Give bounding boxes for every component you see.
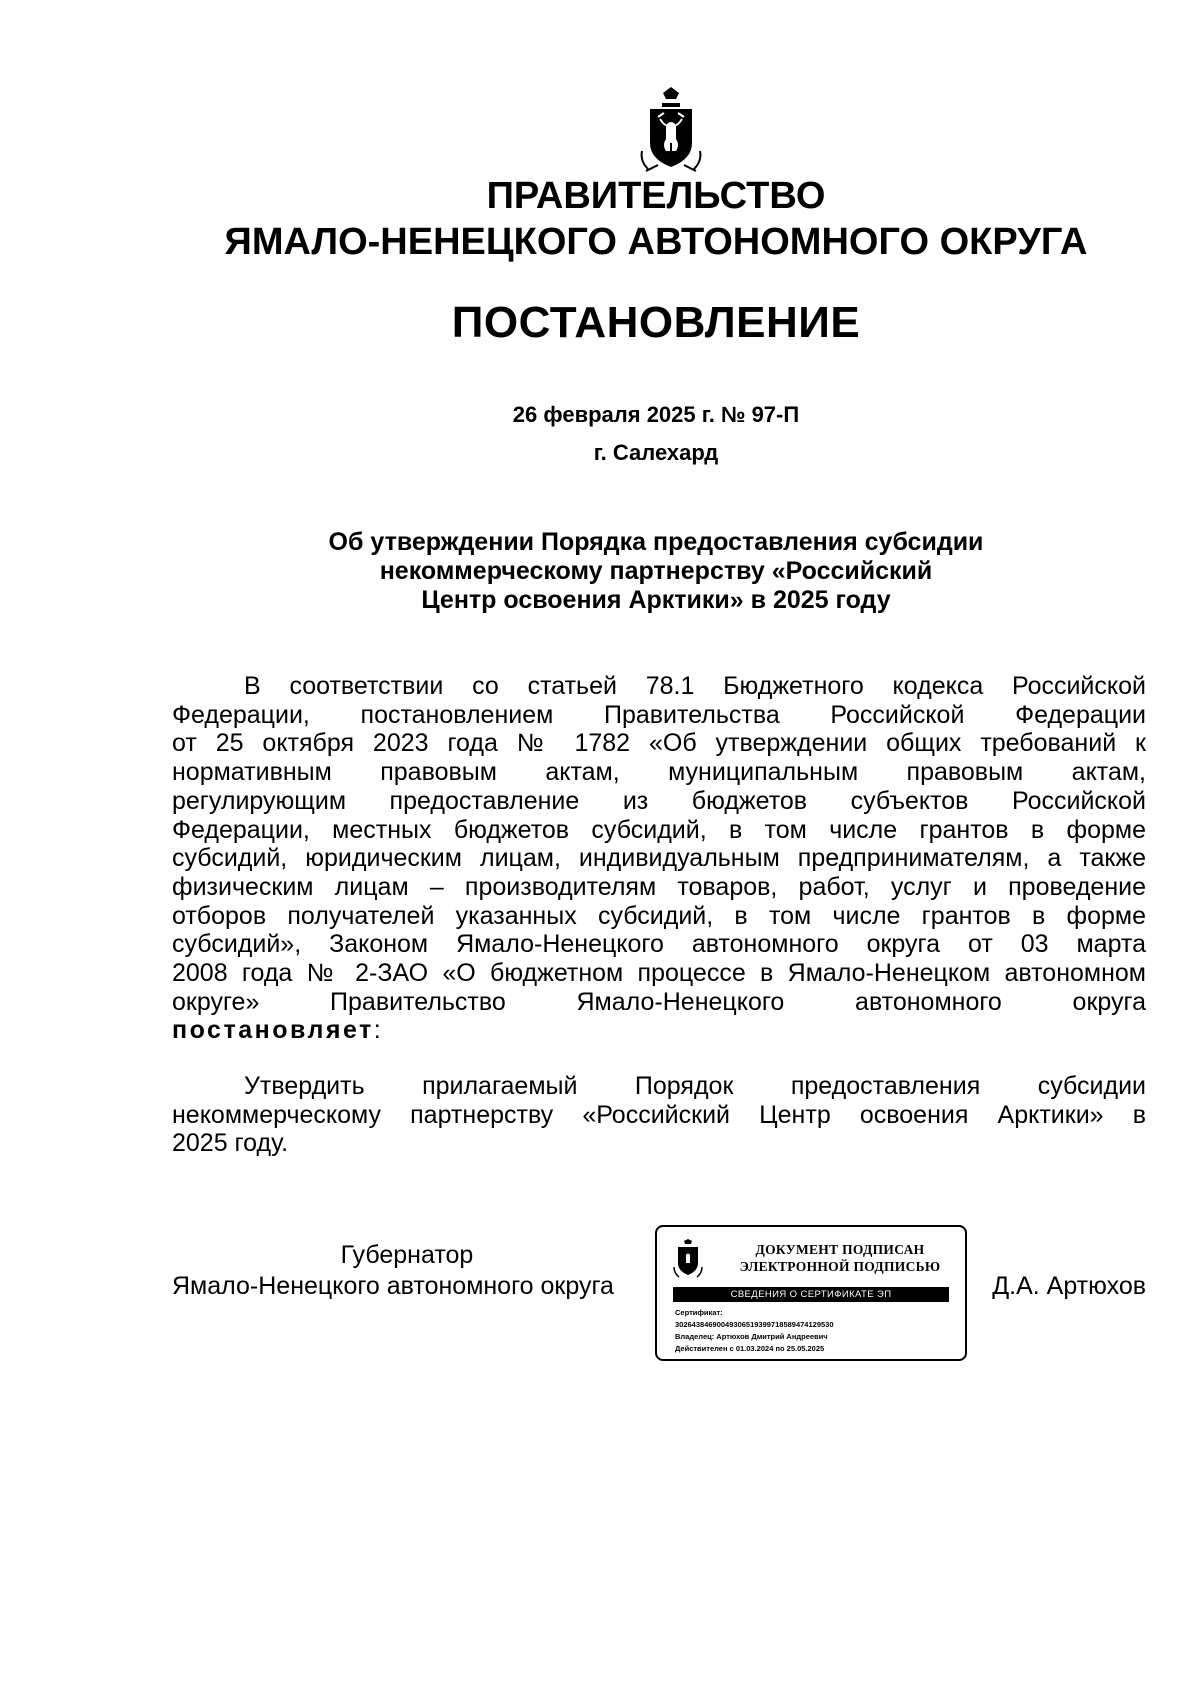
paragraph-line: субсидий», Законом Ямало-Ненецкого автономного округа от 03 марта [172,930,1146,959]
city: г. Салехард [593,440,719,465]
coat-of-arms-icon [636,85,706,177]
decree-keyword: постановляет [172,1016,374,1045]
esig-certificate-bar: СВЕДЕНИЯ О СЕРТИФИКАТЕ ЭП [673,1287,949,1302]
paragraph-line: 2025 году. [172,1129,289,1158]
esig-cert-label: Сертификат: [675,1308,723,1317]
paragraph-line: Утвердить прилагаемый Порядок предоставления субсидии [244,1072,1146,1100]
esig-certificate-details [675,1307,955,1355]
paragraph-line: округе» Правительство Ямало-Ненецкого автономного округа [172,987,1146,1016]
esig-validity: Действителен с 01.03.2024 по 25.05.2025 [675,1344,825,1353]
keyword-colon: : [373,1016,381,1045]
paragraph-line: субсидий, юридическим лицам, индивидуальным предпринимателям, а также [172,844,1146,873]
paragraph-preamble [172,672,1146,1045]
paragraph-line: 2008 года № 2-ЗАО «О бюджетном процессе в Ямало-Ненецком автономном [172,959,1146,988]
subject-line2: некоммерческому партнерству «Российский [379,557,933,585]
government-title [56,173,1200,265]
paragraph-line: от 25 октября 2023 года № 1782 «Об утверждении общих требований к [172,729,1146,758]
esig-cert-value: 30264384690049306519399718589474129530 [675,1320,834,1329]
paragraph-resolution [172,1072,1146,1158]
government-title-line1: ПРАВИТЕЛЬСТВО [486,175,826,217]
coat-of-arms-small-icon [673,1239,703,1279]
subject-line1: Об утверждении Порядка предоставления субсидии [328,528,984,556]
paragraph-line: Федерации, постановлением Правительства Российской Федерации [172,700,1146,729]
paragraph-line-keyword [172,1016,1146,1045]
document-type: ПОСТАНОВЛЕНИЕ [451,298,861,347]
paragraph-line: отборов получателей указанных субсидий, в том числе грантов в форме [172,901,1146,930]
paragraph-line: нормативным правовым актам, муниципальным правовым актам, [172,758,1146,787]
paragraph-line: некоммерческому партнерству «Российский Центр освоения Арктики» в [172,1100,1146,1129]
signatory-name: Д.А. Артюхов [992,1272,1146,1300]
esig-title-line1: ДОКУМЕНТ ПОДПИСАН [755,1242,925,1257]
esig-owner: Владелец: Артюхов Дмитрий Андреевич [675,1332,828,1341]
date-and-number: 26 февраля 2025 г. № 97-П [512,402,800,427]
subject-line3: Центр освоения Арктики» в 2025 году [421,586,891,614]
esig-title [725,1241,955,1275]
esig-title-line2: ЭЛЕКТРОННОЙ ПОДПИСЬЮ [739,1259,941,1274]
paragraph-line: регулирующим предоставление из бюджетов субъектов Российской [172,786,1146,815]
government-title-line2: ЯМАЛО-НЕНЕЦКОГО АВТОНОМНОГО ОКРУГА [224,221,1088,263]
paragraph-line: Федерации, местных бюджетов субсидий, в том числе грантов в форме [172,815,1146,844]
position-line2: Ямало-Ненецкого автономного округа [172,1272,614,1300]
paragraph-line: В соответствии со статьей 78.1 Бюджетного кодекса Российской [244,672,1146,700]
electronic-signature-stamp [655,1225,967,1361]
signatory-position [172,1240,642,1302]
paragraph-line: физическим лицам – производителям товаров, работ, услуг и проведение [172,872,1146,901]
position-line1: Губернатор [340,1241,474,1269]
document-subject [56,528,1200,615]
